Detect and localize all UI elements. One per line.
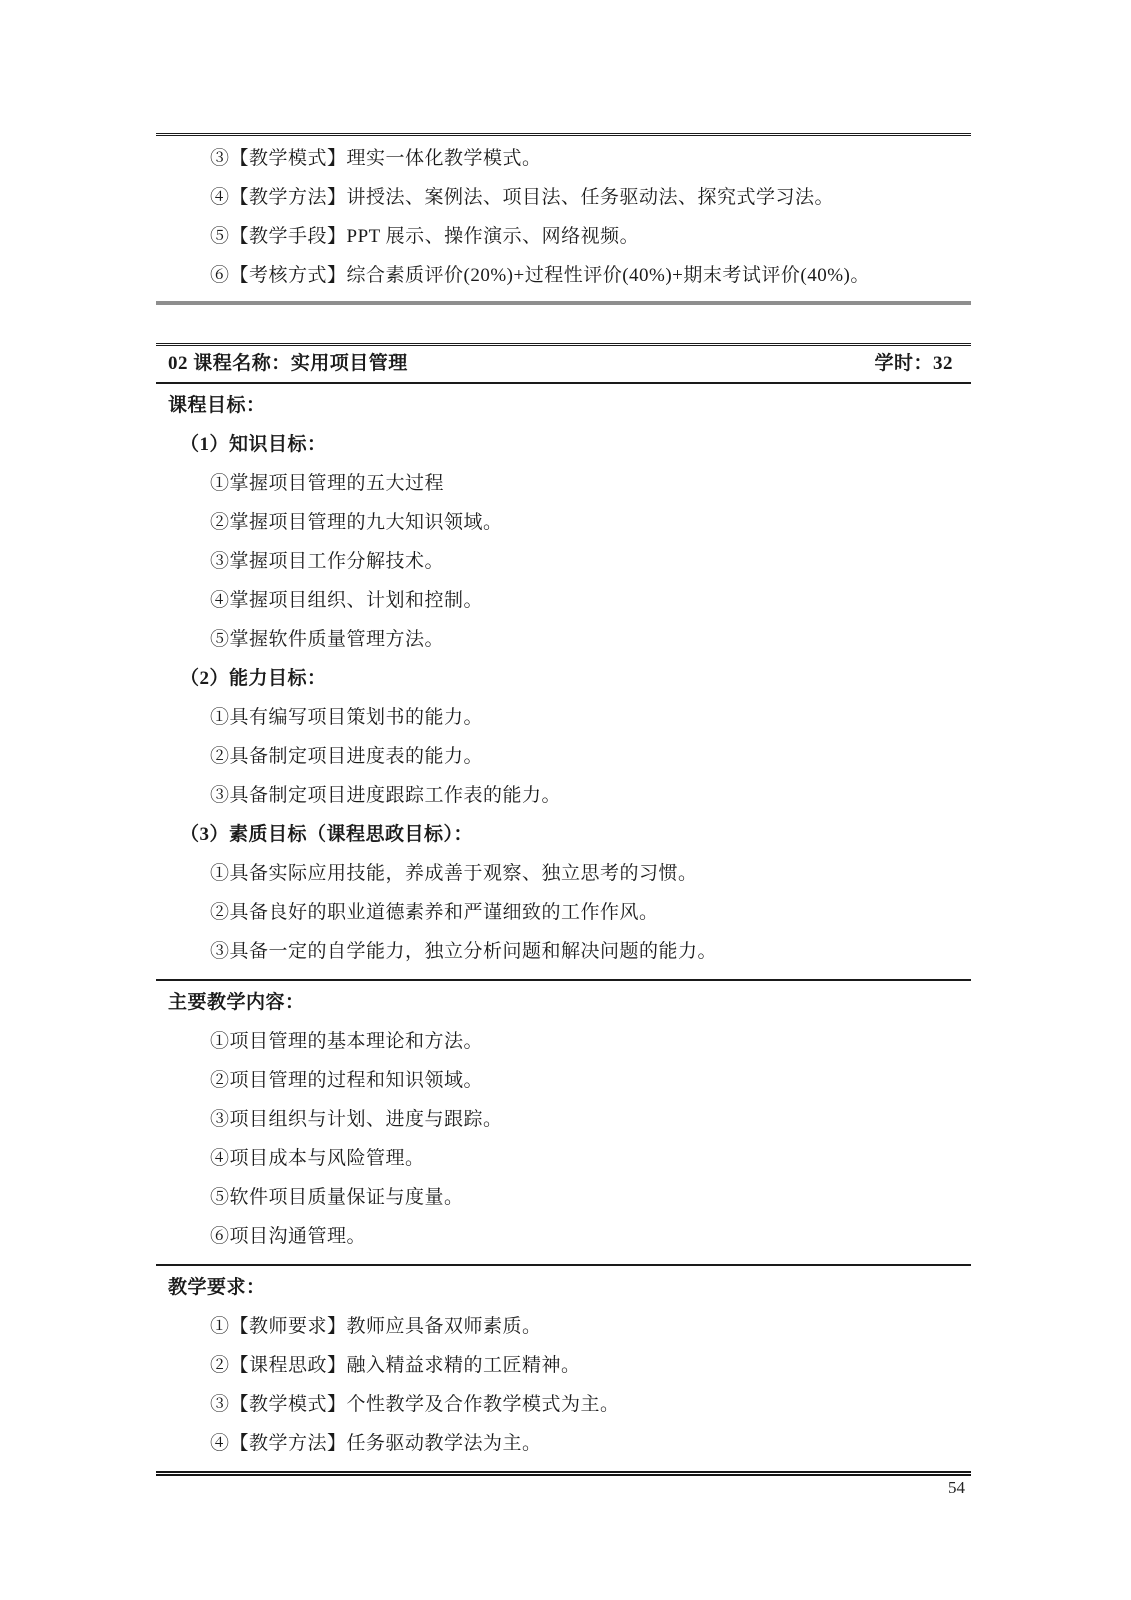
- assessment-item: ⑥【考核方式】综合素质评价(20%)+过程性评价(40%)+期末考试评价(40%)。: [210, 265, 870, 286]
- course-hours: 学时：32: [874, 353, 953, 374]
- document-page: [156, 133, 971, 1497]
- objectives-title: 课程目标：: [168, 395, 266, 416]
- requirement-item: ④【教学方法】任务驱动教学法为主。: [210, 1433, 542, 1454]
- teaching-means-item: ⑤【教学手段】PPT 展示、操作演示、网络视频。: [210, 226, 640, 247]
- knowledge-goal-item: ①掌握项目管理的五大过程: [210, 473, 445, 494]
- teaching-content-section: [156, 979, 971, 1264]
- ability-goals-label: （2）能力目标：: [180, 668, 327, 689]
- ability-goal-item: ①具有编写项目策划书的能力。: [210, 707, 484, 728]
- content-title: 主要教学内容：: [168, 992, 305, 1013]
- requirements-title: 教学要求：: [168, 1277, 266, 1298]
- knowledge-goal-item: ⑤掌握软件质量管理方法。: [210, 629, 445, 650]
- content-item: ③项目组织与计划、进度与跟踪。: [210, 1109, 503, 1130]
- knowledge-goal-item: ③掌握项目工作分解技术。: [210, 551, 445, 572]
- content-item: ④项目成本与风险管理。: [210, 1148, 425, 1169]
- quality-goal-item: ③具备一定的自学能力，独立分析问题和解决问题的能力。: [210, 941, 718, 962]
- knowledge-goals-label: （1）知识目标：: [180, 434, 327, 455]
- quality-goal-item: ②具备良好的职业道德素养和严谨细致的工作作风。: [210, 902, 659, 923]
- course-02-table: [156, 343, 971, 1476]
- previous-course-table-fragment: [156, 133, 971, 305]
- knowledge-goal-item: ②掌握项目管理的九大知识领域。: [210, 512, 503, 533]
- page-number: 54: [948, 1478, 965, 1497]
- teaching-requirements-section: [156, 1264, 971, 1471]
- teaching-mode-item: ③【教学模式】理实一体化教学模式。: [210, 148, 542, 169]
- content-item: ②项目管理的过程和知识领域。: [210, 1070, 484, 1091]
- requirement-item: ②【课程思政】融入精益求精的工匠精神。: [210, 1355, 581, 1376]
- teaching-method-item: ④【教学方法】讲授法、案例法、项目法、任务驱动法、探究式学习法。: [210, 187, 835, 208]
- ability-goal-item: ②具备制定项目进度表的能力。: [210, 746, 484, 767]
- content-item: ①项目管理的基本理论和方法。: [210, 1031, 484, 1052]
- course-title: 02 课程名称：实用项目管理: [168, 353, 408, 374]
- knowledge-goal-item: ④掌握项目组织、计划和控制。: [210, 590, 484, 611]
- quality-goal-item: ①具备实际应用技能，养成善于观察、独立思考的习惯。: [210, 863, 698, 884]
- requirement-item: ③【教学模式】个性教学及合作教学模式为主。: [210, 1394, 620, 1415]
- content-item: ⑤软件项目质量保证与度量。: [210, 1187, 464, 1208]
- requirement-item: ①【教师要求】教师应具备双师素质。: [210, 1316, 542, 1337]
- ability-goal-item: ③具备制定项目进度跟踪工作表的能力。: [210, 785, 562, 806]
- course-objectives-section: [156, 384, 971, 979]
- course-header-row: [156, 346, 971, 384]
- content-item: ⑥项目沟通管理。: [210, 1226, 367, 1247]
- quality-goals-label: （3）素质目标（课程思政目标）：: [180, 824, 474, 845]
